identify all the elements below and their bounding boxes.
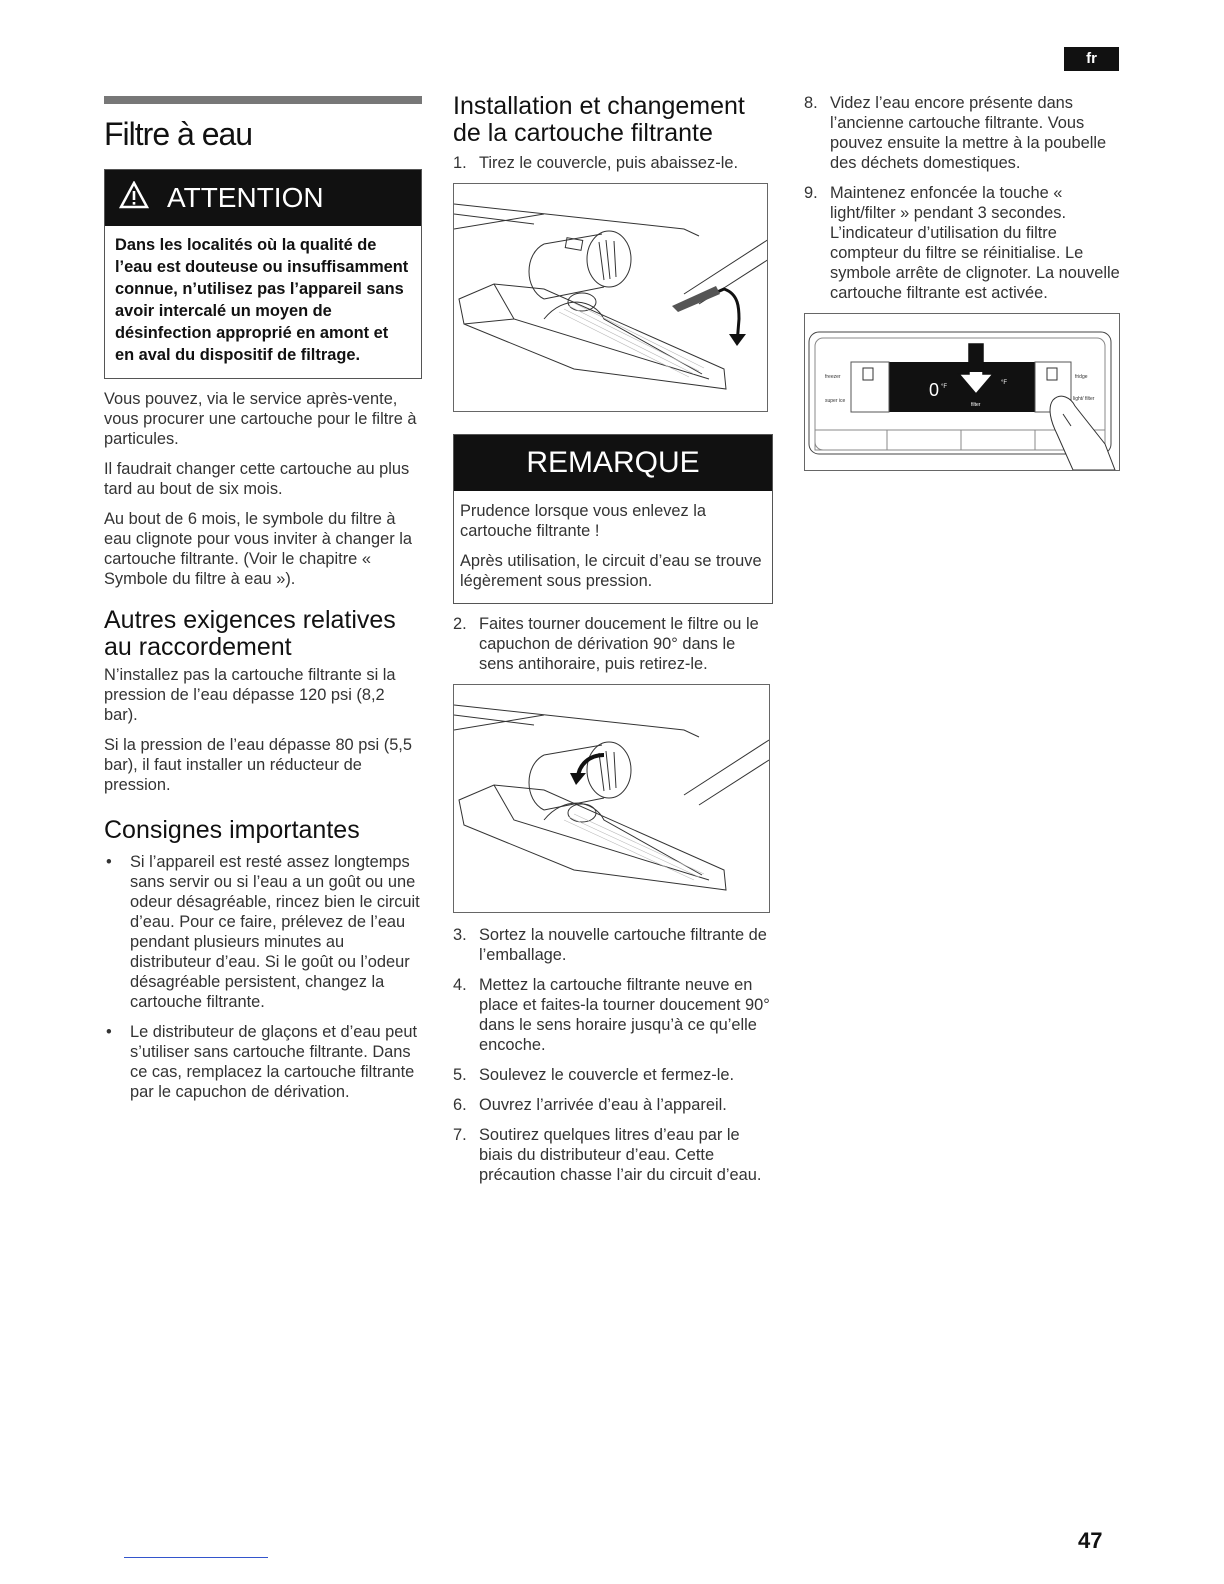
- list-item: 6. Ouvrez l’arrivée d’eau à l’appareil.: [453, 1096, 727, 1114]
- list-item: 4. Mettez la cartouche filtrante neuve en place et faites-la tourner doucement 90° dans le sens horaire jusqu’à ce qu’elle encoche.: [453, 976, 770, 1054]
- control-panel-illustration: [805, 314, 1119, 470]
- list-item: 2. Faites tourner doucement le filtre ou le capuchon de dérivation 90° dans le sens antihoraire, puis retirez-le.: [453, 615, 759, 673]
- figure-open-cover: [453, 183, 768, 412]
- list-item: 9. Maintenez enfoncée la touche « light/filter » pendant 3 secondes. L’indicateur d’utilisation du filtre compteur du filtre se réinitialise. Le symbole arrête de clignoter. La nouvelle cartouche filtrante est activée.: [804, 184, 1120, 302]
- language-badge: fr: [1064, 47, 1119, 71]
- filter-indicator-label: filter: [971, 402, 981, 408]
- figure-remove-filter: [453, 684, 770, 913]
- section-heading-installation: Installation et changement de la cartouche filtrante: [453, 92, 745, 147]
- section-heading-raccordement: Autres exigences relatives au raccordement: [104, 606, 396, 661]
- unit-right: °F: [1001, 380, 1008, 386]
- page-title: Filtre à eau: [104, 116, 253, 152]
- attention-header: [105, 170, 421, 226]
- unit-left: °F: [941, 384, 948, 390]
- list-item: 8. Videz l’eau encore présente dans l’ancienne cartouche filtrante. Vous pouvez ensuite la mettre à la poubelle des déchets domestiques.: [804, 94, 1107, 172]
- paragraph: Prudence lorsque vous enlevez la cartouche filtrante !: [460, 502, 707, 540]
- attention-label: ATTENTION: [167, 182, 324, 213]
- attention-box: [104, 169, 422, 379]
- paragraph: Au bout de 6 mois, le symbole du filtre à eau clignote pour vous inviter à changer la cartouche filtrante. (Voir le chapitre « Symbole du filtre à eau »).: [104, 510, 412, 588]
- paragraph: Après utilisation, le circuit d’eau se trouve légèrement sous pression.: [460, 552, 762, 590]
- list-item: • Le distributeur de glaçons et d’eau peut s’utiliser sans cartouche filtrante. Dans ce cas, remplacez la cartouche filtrante par le capuchon de dérivation.: [106, 1023, 418, 1101]
- list-item: 5. Soulevez le couvercle et fermez-le.: [453, 1066, 735, 1084]
- steps-list: [804, 93, 1120, 303]
- rotation-arrow-icon: [672, 286, 746, 346]
- steps-list: [453, 925, 771, 1185]
- list-item: • Si l’appareil est resté assez longtemps sans servir ou si l’eau a un goût ou une odeur désagréable, rincez bien le circuit d’eau. Pour ce faire, prélevez de l’eau pendant plusieurs minutes au distributeur d’eau. Si le goût ou l’odeur désagréable persistent, changez la cartouche filtrante.: [106, 853, 420, 1011]
- paragraph: Si la pression de l’eau dépasse 80 psi (5,5 bar), il faut installer un réducteur de pression.: [104, 736, 412, 794]
- steps-list: [453, 153, 771, 173]
- paragraph: Vous pouvez, via le service après-vente, vous procurer une cartouche pour le filtre à particules.: [104, 390, 417, 448]
- left-column: [104, 96, 422, 1112]
- remarque-box: [453, 434, 773, 604]
- filter-housing-illustration: [454, 184, 767, 411]
- list-item: 7. Soutirez quelques litres d’eau par le biais du distributeur d’eau. Cette précaution chasse l’air du circuit d’eau.: [453, 1126, 762, 1184]
- warning-triangle-icon: [119, 181, 149, 216]
- paragraph: N’installez pas la cartouche filtrante si la pression de l’eau dépasse 120 psi (8,2 bar).: [104, 666, 396, 724]
- middle-column: [453, 93, 771, 1195]
- light-filter-label: light/ filter: [1073, 396, 1095, 402]
- section-rule: [104, 96, 422, 104]
- attention-text: Dans les localités où la qualité de l’eau est douteuse ou insuffisamment connue, n’utilisez pas l’appareil sans avoir intercalé un moyen de désinfection approprié en amont et en aval du dispositif de filtrage.: [115, 236, 409, 364]
- consignes-list: [104, 852, 422, 1102]
- paragraph: Il faudrait changer cette cartouche au plus tard au bout de six mois.: [104, 460, 410, 498]
- remarque-header: REMARQUE: [454, 435, 772, 491]
- fridge-label: fridge: [1075, 374, 1088, 380]
- freezer-label: freezer: [825, 374, 841, 380]
- remarque-body: [454, 491, 772, 603]
- right-column: [804, 93, 1120, 471]
- section-heading-consignes: Consignes importantes: [104, 816, 360, 844]
- steps-list: [453, 614, 771, 674]
- temperature-value: 0: [929, 380, 940, 400]
- page-number: 47: [1078, 1528, 1103, 1553]
- figure-control-panel: [804, 313, 1120, 471]
- list-item: 1. Tirez le couvercle, puis abaissez-le.: [453, 154, 739, 172]
- super-ice-label: super ice: [825, 398, 846, 404]
- list-item: 3. Sortez la nouvelle cartouche filtrante de l’emballage.: [453, 926, 767, 964]
- filter-rotation-illustration: [454, 685, 769, 912]
- footer-rule: [124, 1557, 268, 1558]
